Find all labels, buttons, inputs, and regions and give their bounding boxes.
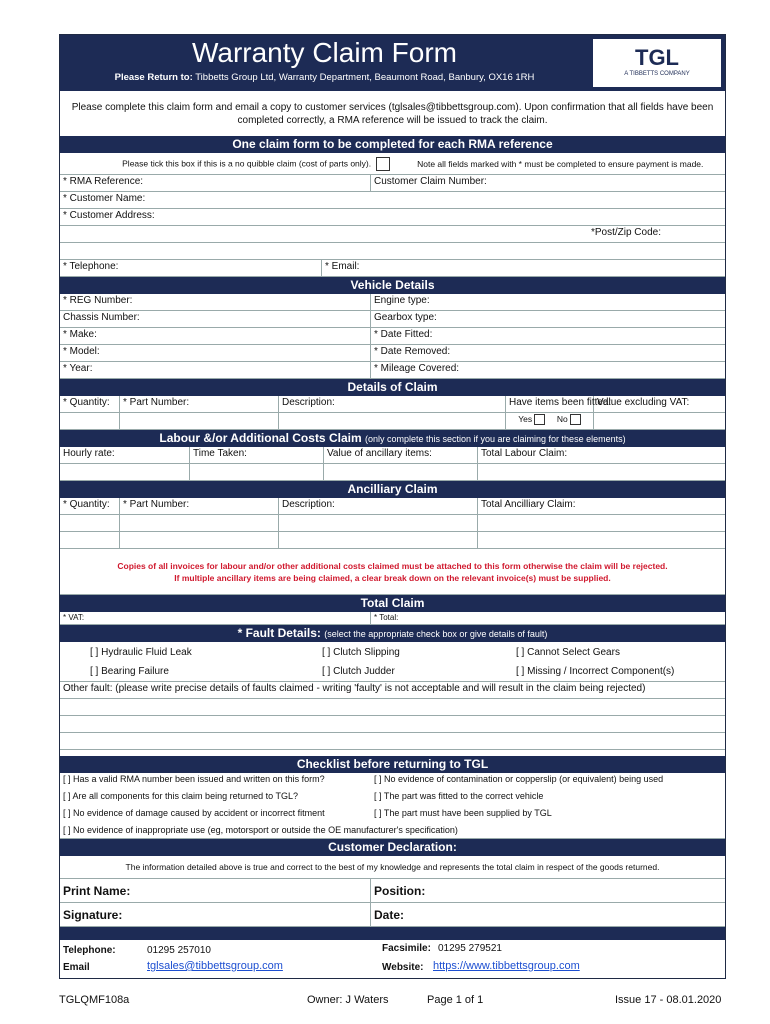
fitted-yes-label: Yes bbox=[518, 414, 533, 424]
total-labour-field[interactable]: Total Labour Claim: bbox=[481, 448, 568, 459]
mileage-field[interactable]: * Mileage Covered: bbox=[374, 363, 460, 374]
telephone-value: 01295 257010 bbox=[147, 945, 211, 956]
fax-label: Facsimile: bbox=[382, 943, 431, 954]
rma-reference-field[interactable]: * RMA Reference: bbox=[60, 175, 371, 191]
postcode-field[interactable]: *Post/Zip Code: bbox=[590, 227, 661, 238]
fault-option[interactable]: [ ] Cannot Select Gears bbox=[516, 646, 620, 658]
vat-field[interactable]: * VAT: bbox=[60, 612, 371, 624]
year-field[interactable]: * Year: bbox=[60, 362, 371, 378]
anc-total-header: Total Ancilliary Claim: bbox=[481, 499, 576, 510]
total-field[interactable]: * Total: bbox=[374, 613, 399, 622]
position-field[interactable]: Position: bbox=[374, 884, 426, 898]
telephone-field[interactable]: * Telephone: bbox=[60, 260, 322, 276]
telephone-label: Telephone: bbox=[63, 945, 116, 956]
email-link[interactable]: tglsales@tibbettsgroup.com bbox=[147, 960, 283, 972]
date-field[interactable]: Date: bbox=[374, 908, 405, 922]
no-quibble-checkbox[interactable] bbox=[376, 157, 390, 171]
logo-text: TGL bbox=[635, 45, 679, 70]
no-quibble-label: Please tick this box if this is a no quibble claim (cost of parts only). bbox=[122, 157, 372, 168]
checklist-item[interactable]: [ ] No evidence of contamination or copperslip (or equivalent) being used bbox=[374, 774, 664, 784]
logo-sub: A TIBBETTS COMPANY bbox=[624, 71, 690, 77]
fault-option[interactable]: [ ] Missing / Incorrect Component(s) bbox=[516, 666, 675, 677]
rma-band: One claim form to be completed for each RMA reference bbox=[60, 136, 725, 153]
gearbox-type-field[interactable]: Gearbox type: bbox=[374, 312, 437, 323]
other-fault-line[interactable] bbox=[60, 716, 725, 732]
multiple-items-warning: If multiple ancillary items are being claimed, a clear break down on the relevant invoice(s) must be supplied. bbox=[174, 572, 611, 583]
doc-ref: TGLQMF108a bbox=[59, 994, 130, 1006]
quantity-header: * Quantity: bbox=[60, 396, 120, 412]
time-taken-field[interactable]: Time Taken: bbox=[190, 447, 324, 463]
anc-quantity-header: * Quantity: bbox=[60, 498, 120, 514]
declaration-text: The information detailed above is true and correct to the best of my knowledge and represents the total claim in respect of the goods returned. bbox=[125, 862, 660, 872]
fault-option[interactable]: [ ] Clutch Slipping bbox=[322, 646, 400, 658]
model-field[interactable]: * Model: bbox=[60, 345, 371, 361]
return-address: Tibbetts Group Ltd, Warranty Department, Beaumont Road, Banbury, OX16 1RH bbox=[195, 72, 535, 83]
vehicle-band: Vehicle Details bbox=[60, 277, 725, 294]
fitted-yes-checkbox[interactable] bbox=[534, 414, 545, 425]
other-fault-line[interactable] bbox=[60, 733, 725, 749]
customer-name-field[interactable]: * Customer Name: bbox=[63, 193, 146, 204]
mandatory-note: Note all fields marked with * must be completed to ensure payment is made. bbox=[417, 158, 704, 169]
reg-field[interactable]: * REG Number: bbox=[60, 294, 371, 310]
logo bbox=[593, 39, 721, 87]
contact-block bbox=[60, 940, 725, 978]
fault-band-note: (select the appropriate check box or give details of fault) bbox=[324, 629, 548, 639]
fitted-header: Have items been fitted: bbox=[506, 396, 594, 412]
page-title: Warranty Claim Form bbox=[192, 37, 457, 68]
labour-band: Labour &/or Additional Costs Claim bbox=[159, 431, 362, 445]
website-link[interactable]: https://www.tibbettsgroup.com bbox=[433, 960, 580, 972]
customer-address-field[interactable]: * Customer Address: bbox=[63, 210, 155, 221]
return-label: Please Return to: bbox=[114, 72, 193, 83]
ancillary-band: Ancilliary Claim bbox=[60, 481, 725, 498]
checklist-item[interactable]: [ ] The part was fitted to the correct vehicle bbox=[374, 791, 544, 801]
fault-option[interactable]: [ ] Bearing Failure bbox=[90, 666, 169, 677]
warranty-form bbox=[59, 34, 726, 979]
website-label: Website: bbox=[382, 962, 424, 973]
checklist-item[interactable]: [ ] The part must have been supplied by TGL bbox=[374, 808, 552, 818]
fitted-no-label: No bbox=[556, 414, 568, 424]
description-header: Description: bbox=[279, 396, 506, 412]
checklist-item[interactable]: [ ] Are all components for this claim being returned to TGL? bbox=[63, 791, 298, 801]
doc-owner: Owner: J Waters bbox=[307, 994, 389, 1006]
doc-issue: Issue 17 - 08.01.2020 bbox=[615, 994, 722, 1006]
intro-text: Please complete this claim form and email a copy to customer services (tglsales@tibbettsgroup.com). Upon confirmation that all fields have been completed correctly, a RMA reference will be issued to track the claim. bbox=[71, 102, 714, 126]
make-field[interactable]: * Make: bbox=[60, 328, 371, 344]
declaration-band: Customer Declaration: bbox=[60, 839, 725, 856]
checklist-band: Checklist before returning to TGL bbox=[60, 756, 725, 773]
labour-band-note: (only complete this section if you are claiming for these elements) bbox=[364, 434, 626, 444]
hourly-rate-field[interactable]: Hourly rate: bbox=[60, 447, 190, 463]
fax-value: 01295 279521 bbox=[438, 943, 502, 954]
page-number: Page 1 of 1 bbox=[427, 994, 484, 1006]
email-label: Email bbox=[63, 962, 90, 973]
checklist-item[interactable]: [ ] No evidence of inappropriate use (eg, motorsport or outside the OE manufacturer's specification) bbox=[63, 825, 458, 835]
chassis-field[interactable]: Chassis Number: bbox=[60, 311, 371, 327]
customer-claim-number-field[interactable]: Customer Claim Number: bbox=[374, 176, 487, 187]
anc-desc-header: Description: bbox=[279, 498, 478, 514]
date-fitted-field[interactable]: * Date Fitted: bbox=[374, 329, 433, 340]
fault-option[interactable]: [ ] Hydraulic Fluid Leak bbox=[90, 646, 192, 658]
invoice-warning: Copies of all invoices for labour and/or other additional costs claimed must be attached to this form otherwise the claim will be rejected. bbox=[117, 560, 668, 571]
other-fault-label: Other fault: (please write precise details of faults claimed - writing 'faulty' is not acceptable and will result in the claim being rejected) bbox=[63, 683, 646, 694]
form-header bbox=[60, 35, 725, 91]
fault-band: * Fault Details: bbox=[237, 626, 321, 640]
fault-option[interactable]: [ ] Clutch Judder bbox=[322, 666, 395, 677]
date-removed-field[interactable]: * Date Removed: bbox=[374, 346, 451, 357]
ancillary-value-field[interactable]: Value of ancillary items: bbox=[324, 447, 478, 463]
checklist-item[interactable]: [ ] Has a valid RMA number been issued and written on this form? bbox=[63, 774, 325, 784]
email-field[interactable]: * Email: bbox=[325, 261, 360, 272]
part-number-header: * Part Number: bbox=[120, 396, 279, 412]
fitted-no-checkbox[interactable] bbox=[570, 414, 581, 425]
engine-type-field[interactable]: Engine type: bbox=[374, 295, 430, 306]
total-band: Total Claim bbox=[60, 595, 725, 612]
anc-part-header: * Part Number: bbox=[120, 498, 279, 514]
value-header: Value excluding VAT: bbox=[597, 397, 690, 408]
claim-band: Details of Claim bbox=[60, 379, 725, 396]
checklist-item[interactable]: [ ] No evidence of damage caused by accident or incorrect fitment bbox=[63, 808, 325, 818]
other-fault-line[interactable] bbox=[60, 699, 725, 715]
signature-field[interactable]: Signature: bbox=[60, 903, 371, 926]
print-name-field[interactable]: Print Name: bbox=[60, 879, 371, 902]
